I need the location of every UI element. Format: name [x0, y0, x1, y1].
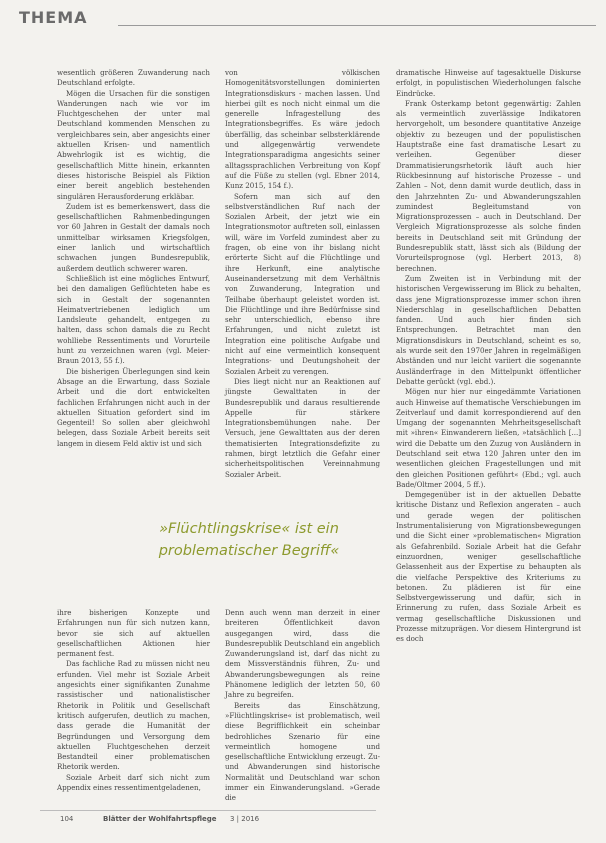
- column-1-top: [57, 68, 210, 458]
- header-rule: [118, 25, 596, 26]
- page-number: 104: [60, 815, 74, 823]
- column-2-bottom: [225, 608, 380, 804]
- paragraph: Die bisherigen Überlegungen sind kein Absage an die Erwartung, dass Soziale Arbeit und die dort entwickelten fachlichen Erfahrungen nicht auch in der aktuellen Situation gefordert sind im Gegenteil! So sollen aber gleichwohl belegen, dass Soziale Arbeit bereits seit langem in diesem Feld aktiv ist und sich: [57, 366, 210, 448]
- paragraph: von völkischen Homogenitätsvorstellungen dominierten Integrationsdiskurs - machen lassen. Und hierbei gilt es noch nicht einmal um die generelle Infragestellung des Integrationsbegriffes. Es wäre jedoch überfällig, das scheinbar selbsterklärende und allgegenwärtig verwendete Integrationsparadigma angesichts seiner alltagssprachlichen Verbreitung von Kopf auf die Füße zu stellen (vgl. Ebner 2014, Kunz 2015, 154 f.).: [225, 68, 380, 191]
- paragraph: Zudem ist es bemerkenswert, dass die gesellschaftlichen Rahmenbedingungen vor 60 Jahren in Gestalt der damals noch unmittelbar wirksamen Kriegsfolgen, einer lanlich und wirtschaftlich schwachen jungen Bundesrepublik, außerdem deutlich schwerer waren.: [57, 201, 210, 273]
- paragraph: Soziale Arbeit darf sich nicht zum Appendix eines ressentimentgeladenen,: [57, 772, 210, 793]
- column-2-top: [225, 68, 380, 479]
- pull-quote-line-1: »Flüchtlingskrise« ist ein: [159, 521, 339, 537]
- paragraph: Zum Zweiten ist in Verbindung mit der historischen Vergewisserung im Blick zu behalten, dass jene Migrationsprozesse immer schon ihren Niederschlag in gesellschaftlichen Debatten fanden. Und auch hier finden sich Entsprechungen. Betrachtet man den Migrationsdiskurs in Deutschland, scheint es so, als wurde seit den 1970er Jahren in regelmäßigen Abständen und nur leicht variiert die sogenannte Ausländerfrage in den Mittelpunkt öffentlicher Debatte gerückt (vgl. ebd.).: [396, 273, 581, 386]
- paragraph: Das fachliche Rad zu müssen nicht neu erfunden. Viel mehr ist Soziale Arbeit angesichts einer signifikanten Zunahme rassistischer und nationalistischer Rhetorik in Politik und Gesellschaft kritisch aufgerufen, deutlich zu machen, dass gerade die Humanität der Begründungen und Versorgung dem aktuellen Fluchtgeschehen derzeit Bestandteil einer problematischen Rhetorik werden.: [57, 659, 210, 772]
- column-1-bottom: [57, 608, 210, 804]
- issue-number: 3 | 2016: [230, 815, 260, 823]
- page-footer: [0, 810, 606, 830]
- journal-name: Blätter der Wohlfahrtspflege: [103, 815, 217, 823]
- pull-quote: [104, 518, 394, 562]
- paragraph: Mögen nur hier nur eingedämmte Variationen auch Hinweise auf thematische Verschiebungen im Zeitverlauf und damit korrespondierend auf den Umgang der sogenannten Mehrheitsgesellschaft mit »ihren« Einwanderern ließen, »tatsächlich [...] wird die Debatte um den Zuzug von Ausländern in Deutschland seit etwa 120 Jahren unter den im wesentlichen gleichen Fragestellungen und mit den gleichen Positionen geführt« (Ebd.; vgl. auch Bade/Oltmer 2004, 5 ff.).: [396, 387, 581, 489]
- paragraph: Frank Osterkamp betont gegenwärtig: Zahlen als vermeintlich zuverlässige Indikatoren hervorgeholt, um besondere quantitative Anzeige objektiv zu bezeugen und der populistischen Hauptstraße eine fast dramatische Lesart zu verleihen. Gegenüber dieser Drammatisierungsrhetorik läuft auch hier Rückbesinnung auf historische Prozesse – und Zahlen – Not, denn damit wurde deutlich, dass in den Jahrzehnten Zu- und Abwanderungszahlen zumindest Begleitumstand von Migrationsprozessen – auch in Deutschland. Der Vergleich Migrationsprozesse als solche finden bereits in Deutschland seit mit Gründung der Bundesrepublik statt, lässt sich als (Bildung der Vorurteilsprognose (vgl. Herbert 2013, 8) berechnen.: [396, 98, 581, 273]
- paragraph: Dies liegt nicht nur an Reaktionen auf jüngste Gewalttaten in der Bundesrepublik und daraus resultierende Appelle für stärkere Integrationsbemühungen nahe. Der Versuch, jene Gewalttaten aus der deren thematisierten Integrationsdefizite zu rahmen, birgt letztlich die Gefahr einer sicherheitspolitischen Vereinnahmung Sozialer Arbeit.: [225, 376, 380, 479]
- paragraph: ihre bisherigen Konzepte und Erfahrungen nun für sich nutzen kann, bevor sie sich auf aktuellen gesellschaftlichen Aktionen hier permanent fest.: [57, 608, 210, 659]
- paragraph: Sofern man sich auf den selbstverständlichen Ruf nach der Sozialen Arbeit, der jetzt wie ein Integrationsmotor auftreten soll, einlassen will, wäre im Vorfeld zumindest aber zu fragen, ob eine von ihr bislang nicht erörterte Sicht auf die Flüchtlinge und ihre Herkunft, eine analytische Auseinandersetzung mit dem Verhältnis von Zuwanderung, Integration und Teilhabe überhaupt geleistet worden ist. Die Flüchtlinge und ihre Bedürfnisse sind sehr unterschiedlich, ebenso ihre Erfahrungen, und nicht zuletzt ist Integration eine politische Aufgabe und nicht auf eine vermeintlich konsequent Integrations- und Deutungshoheit der Sozialen Arbeit zu verengen.: [225, 191, 380, 376]
- footer-rule: [40, 810, 376, 811]
- page-header: [0, 8, 606, 32]
- paragraph: Mögen die Ursachen für die sonstigen Wanderungen nach wie vor im Fluchtgeschehen der unter mal Deutschland kommenden Menschen zu vergleichbares sein, aber angesichts einer aktuellen Krisen- und namentlich Abwehrlogik ist es wichtig, die gesellschaftlich Mitte hinein, erkannten dieses historische Beispiel als Fiktion einer bereit angeblich bestehenden singulären Herausforderung erkläbar.: [57, 88, 210, 201]
- paragraph: dramatische Hinweise auf tagesaktuelle Diskurse erfolgt, in populistischen Wiederholungen falsche Eindrücke.: [396, 68, 581, 98]
- pull-quote-line-2: problematischer Begriff«: [158, 543, 340, 559]
- paragraph: Demgegenüber ist in der aktuellen Debatte kritische Distanz und Reflexion angeraten – auch und gerade wegen der politischen Instrumentalisierung von Migrationsbewegungen und die Sicht einer »problematischen« Migration als Gefahrenbild. Soziale Arbeit hat die Gefahr einzuordnen, weniger gesellschaftliche Gelassenheit aus der Expertise zu behaupten als die vielfache Perspektive des Kriteriums zu betonen. Zu plädieren ist für eine Selbstvergewisserung und dafür, sich in Erinnerung zu rufen, dass Soziale Arbeit es vermag gesellschaftliche Diskussionen und Prozesse mitzuprägen. Vor diesem Hintergrund ist es doch: [396, 490, 581, 644]
- paragraph: Schließlich ist eine mögliches Entwurf, bei den damaligen Geflüchteten habe es sich in Gestalt der sogenannten Heimatvertriebenen lediglich um Landsleute gehandelt, entgegen zu halten, dass schon damals die zu Recht wohlliebe Ressentiments und Vorurteile hunt zu verzeichnen waren (vgl. Meier-Braun 2013, 55 f.).: [57, 273, 210, 366]
- paragraph: Bereits das Einschätzung, »Flüchtlingskrise« ist problematisch, weil diese Begrifflichkeit ein scheinbar bedrohliches Szenario für eine vermeintlich homogene und gesellschaftliche Entwicklung erzeugt. Zu- und Abwanderungen sind historische Normalität und Deutschland war schon immer ein Einwanderungsland. »Gerade die: [225, 700, 380, 803]
- column-3: [396, 68, 581, 803]
- paragraph: wesentlich größeren Zuwanderung nach Deutschland erfolgte.: [57, 68, 210, 88]
- section-title: THEMA: [19, 8, 88, 27]
- paragraph: Denn auch wenn man derzeit in einer breiteren Öffentlichkeit davon ausgegangen wird, dass die Bundesrepublik Deutschland ein angeblich Zuwanderungsland ist, darf das nicht zu dem Missverständnis führen, Zu- und Abwanderungsbewegungen als reine Phänomene lediglich der letzten 50, 60 Jahre zu begreifen.: [225, 608, 380, 700]
